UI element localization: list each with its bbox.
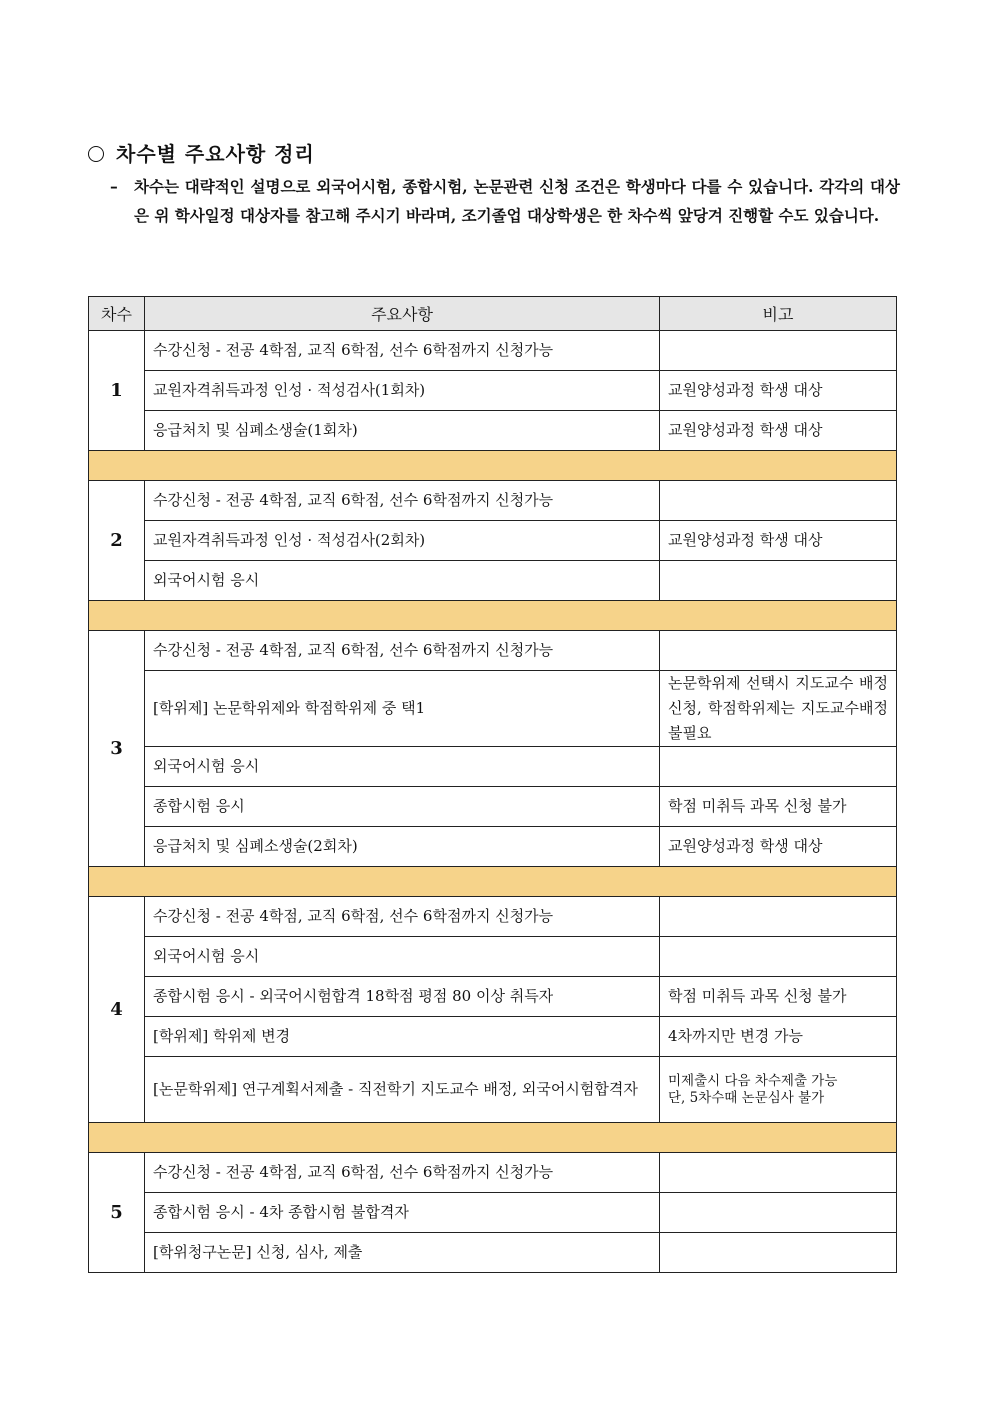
separator-cell [89,451,897,481]
schedule-table [88,296,897,1273]
table-row [89,897,897,937]
item-cell: 수강신청 - 전공 4학점, 교직 6학점, 선수 6학점까지 신청가능 [145,481,660,521]
section-note [110,172,900,230]
item-cell: 수강신청 - 전공 4학점, 교직 6학점, 선수 6학점까지 신청가능 [145,897,660,937]
header-remark: 비고 [660,297,897,331]
remark-cell: 교원양성과정 학생 대상 [660,371,897,411]
item-cell: [학위제] 논문학위제와 학점학위제 중 택1 [145,671,660,747]
remark-cell [660,331,897,371]
item-cell: 외국어시험 응시 [145,747,660,787]
separator-cell [89,1123,897,1153]
table-header-row [89,297,897,331]
table-row [89,1233,897,1273]
item-cell: [논문학위제] 연구계획서제출 - 직전학기 지도교수 배정, 외국어시험합격자 [145,1057,660,1123]
item-cell: [학위청구논문] 신청, 심사, 제출 [145,1233,660,1273]
item-cell: 교원자격취득과정 인성 · 적성검사(2회차) [145,521,660,561]
table-row [89,787,897,827]
item-cell: 외국어시험 응시 [145,561,660,601]
remark-cell [660,1057,897,1123]
remark-cell: 학점 미취득 과목 신청 불가 [660,977,897,1017]
item-cell: [학위제] 학위제 변경 [145,1017,660,1057]
step-cell: 1 [89,331,145,451]
table-row [89,411,897,451]
item-cell: 종합시험 응시 - 4차 종합시험 불합격자 [145,1193,660,1233]
remark-cell: 학점 미취득 과목 신청 불가 [660,787,897,827]
remark-line: 단, 5차수때 논문심사 불가 [668,1089,825,1106]
remark-cell: 논문학위제 선택시 지도교수 배정신청, 학점학위제는 지도교수배정 불필요 [660,671,897,747]
note-text: 차수는 대략적인 설명으로 외국어시험, 종합시험, 논문관련 신청 조건은 학생마다 다를 수 있습니다. 각각의 대상은 위 학사일정 대상자를 참고해 주시기 바라며, 조기졸업 대상학생은 한 차수씩 앞당겨 진행할 수도 있습니다. [134,177,900,225]
table-row [89,671,897,747]
item-cell: 수강신청 - 전공 4학점, 교직 6학점, 선수 6학점까지 신청가능 [145,631,660,671]
group-separator [89,451,897,481]
remark-cell: 4차까지만 변경 가능 [660,1017,897,1057]
header-step: 차수 [89,297,145,331]
remark-cell [660,1233,897,1273]
remark-cell [660,1193,897,1233]
table-row [89,521,897,561]
step-cell: 3 [89,631,145,867]
table-row [89,561,897,601]
step-cell: 4 [89,897,145,1123]
section-title: 차수별 주요사항 정리 [116,142,315,166]
remark-cell: 교원양성과정 학생 대상 [660,827,897,867]
remark-cell [660,937,897,977]
table-row [89,1017,897,1057]
group-separator [89,601,897,631]
circle-bullet-icon [88,146,104,162]
table-row [89,331,897,371]
remark-cell: 교원양성과정 학생 대상 [660,521,897,561]
item-cell: 응급처치 및 심폐소생술(1회차) [145,411,660,451]
remark-cell [660,481,897,521]
table-row [89,1057,897,1123]
table-row [89,371,897,411]
table-row [89,1153,897,1193]
remark-cell [660,1153,897,1193]
group-separator [89,1123,897,1153]
separator-cell [89,601,897,631]
table-row [89,937,897,977]
note-dash: – [110,177,118,196]
table-row [89,481,897,521]
remark-cell: 교원양성과정 학생 대상 [660,411,897,451]
table-row [89,977,897,1017]
remark-cell [660,897,897,937]
item-cell: 종합시험 응시 - 외국어시험합격 18학점 평점 80 이상 취득자 [145,977,660,1017]
remark-cell [660,631,897,671]
table-row [89,827,897,867]
item-cell: 수강신청 - 전공 4학점, 교직 6학점, 선수 6학점까지 신청가능 [145,1153,660,1193]
section-heading [88,138,315,167]
group-separator [89,867,897,897]
remark-cell [660,561,897,601]
item-cell: 응급처치 및 심폐소생술(2회차) [145,827,660,867]
step-cell: 5 [89,1153,145,1273]
header-item: 주요사항 [145,297,660,331]
item-cell: 교원자격취득과정 인성 · 적성검사(1회차) [145,371,660,411]
item-cell: 수강신청 - 전공 4학점, 교직 6학점, 선수 6학점까지 신청가능 [145,331,660,371]
table-row [89,1193,897,1233]
table-row [89,631,897,671]
separator-cell [89,867,897,897]
item-cell: 외국어시험 응시 [145,937,660,977]
table-row [89,747,897,787]
item-cell: 종합시험 응시 [145,787,660,827]
step-cell: 2 [89,481,145,601]
remark-line: 미제출시 다음 차수제출 가능 [668,1072,838,1089]
remark-cell [660,747,897,787]
